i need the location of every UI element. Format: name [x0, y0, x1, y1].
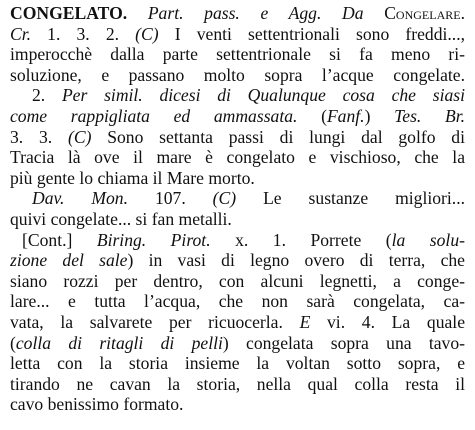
text-line	[10, 44, 465, 65]
text-span: )	[364, 105, 395, 126]
text-span: 107.	[128, 188, 213, 209]
text-span: Biring. Pirot.	[96, 229, 211, 250]
text-span: come rappigliata ed ammassata.	[10, 105, 298, 126]
text-span: colla di ritagli di pelli	[15, 332, 223, 353]
text-span: Le sustanze migliori...	[236, 188, 465, 209]
text-span: soluzione, e passano molto sopra l’acque congelate.	[10, 64, 465, 85]
text-span: Tracia là ove il mare è congelato e vischioso, che la	[10, 147, 465, 168]
text-span: [Cont.]	[22, 229, 97, 250]
text-line	[10, 65, 465, 86]
text-line	[10, 333, 465, 354]
text-span: lare... e tutta l’acqua, che non sarà congelata, ca-	[10, 291, 465, 312]
text-span: Part. pass. e Agg. Da	[147, 3, 364, 23]
text-line	[10, 394, 465, 415]
text-span: letta con la storia insieme la voltan sotto sopra, e	[10, 353, 465, 374]
text-span: Sono settanta passi di lungi dal golfo di	[91, 126, 465, 147]
text-line	[10, 127, 465, 148]
text-line	[10, 374, 465, 395]
text-line	[10, 250, 465, 271]
text-line	[10, 209, 465, 230]
text-span: x. 1. Porrete (	[210, 229, 392, 250]
text-span: quivi congelate... si fan metalli.	[10, 208, 232, 229]
text-span: la solu-	[391, 229, 465, 250]
text-span: ) congelata sopra una tavo-	[222, 332, 465, 353]
text-line	[10, 85, 465, 106]
text-span: 3. 3.	[10, 126, 68, 147]
text-span	[127, 3, 148, 23]
text-span	[364, 3, 385, 23]
headword: CONGELATO.	[10, 3, 128, 23]
text-span: I venti settentrionali sono freddi...,	[158, 23, 465, 44]
text-line	[10, 230, 465, 251]
text-span: 1. 3. 2.	[31, 23, 136, 44]
text-span: Dav. Mon.	[32, 188, 128, 209]
text-span: imperocchè dalla parte settentrionale si fa meno ri-	[10, 44, 465, 65]
dictionary-entry-congelato	[10, 3, 465, 415]
text-line	[10, 24, 465, 45]
text-line	[10, 312, 465, 333]
text-span: vi. 4. La quale	[310, 311, 465, 332]
text-line	[10, 147, 465, 168]
text-span: Tes. Br.	[394, 105, 465, 126]
text-span: cavo benissimo formato.	[10, 394, 184, 415]
text-line	[10, 168, 465, 189]
text-span: (C)	[67, 126, 92, 147]
text-span: 2.	[32, 85, 62, 106]
text-span: (C)	[135, 23, 159, 44]
text-span: (	[297, 105, 327, 126]
text-span: Fanf.	[326, 105, 365, 126]
text-span: più gente lo chiama il Mare morto.	[10, 167, 255, 188]
text-line	[10, 353, 465, 374]
text-line	[10, 3, 465, 24]
text-span: Congelare.	[384, 3, 465, 23]
text-span: tirando ne cavan la storia, nella qual colla resta il	[10, 373, 465, 394]
text-span: vata, la salvarete per ricuocerla.	[10, 311, 300, 332]
text-span: zione del sale	[10, 250, 128, 271]
text-span: (C)	[212, 188, 237, 209]
text-span: E	[299, 311, 311, 332]
text-span: (	[10, 332, 16, 353]
text-line	[10, 291, 465, 312]
text-span: Per simil. dicesi di Qualunque cosa che siasi	[61, 85, 465, 106]
text-line	[10, 188, 465, 209]
text-span: siano rozzi per dentro, con alcuni legnetti, a conge-	[10, 270, 465, 291]
text-span: ) in vasi di legno overo di terra, che	[127, 250, 465, 271]
text-line	[10, 106, 465, 127]
text-line	[10, 271, 465, 292]
text-span: Cr.	[10, 23, 32, 44]
